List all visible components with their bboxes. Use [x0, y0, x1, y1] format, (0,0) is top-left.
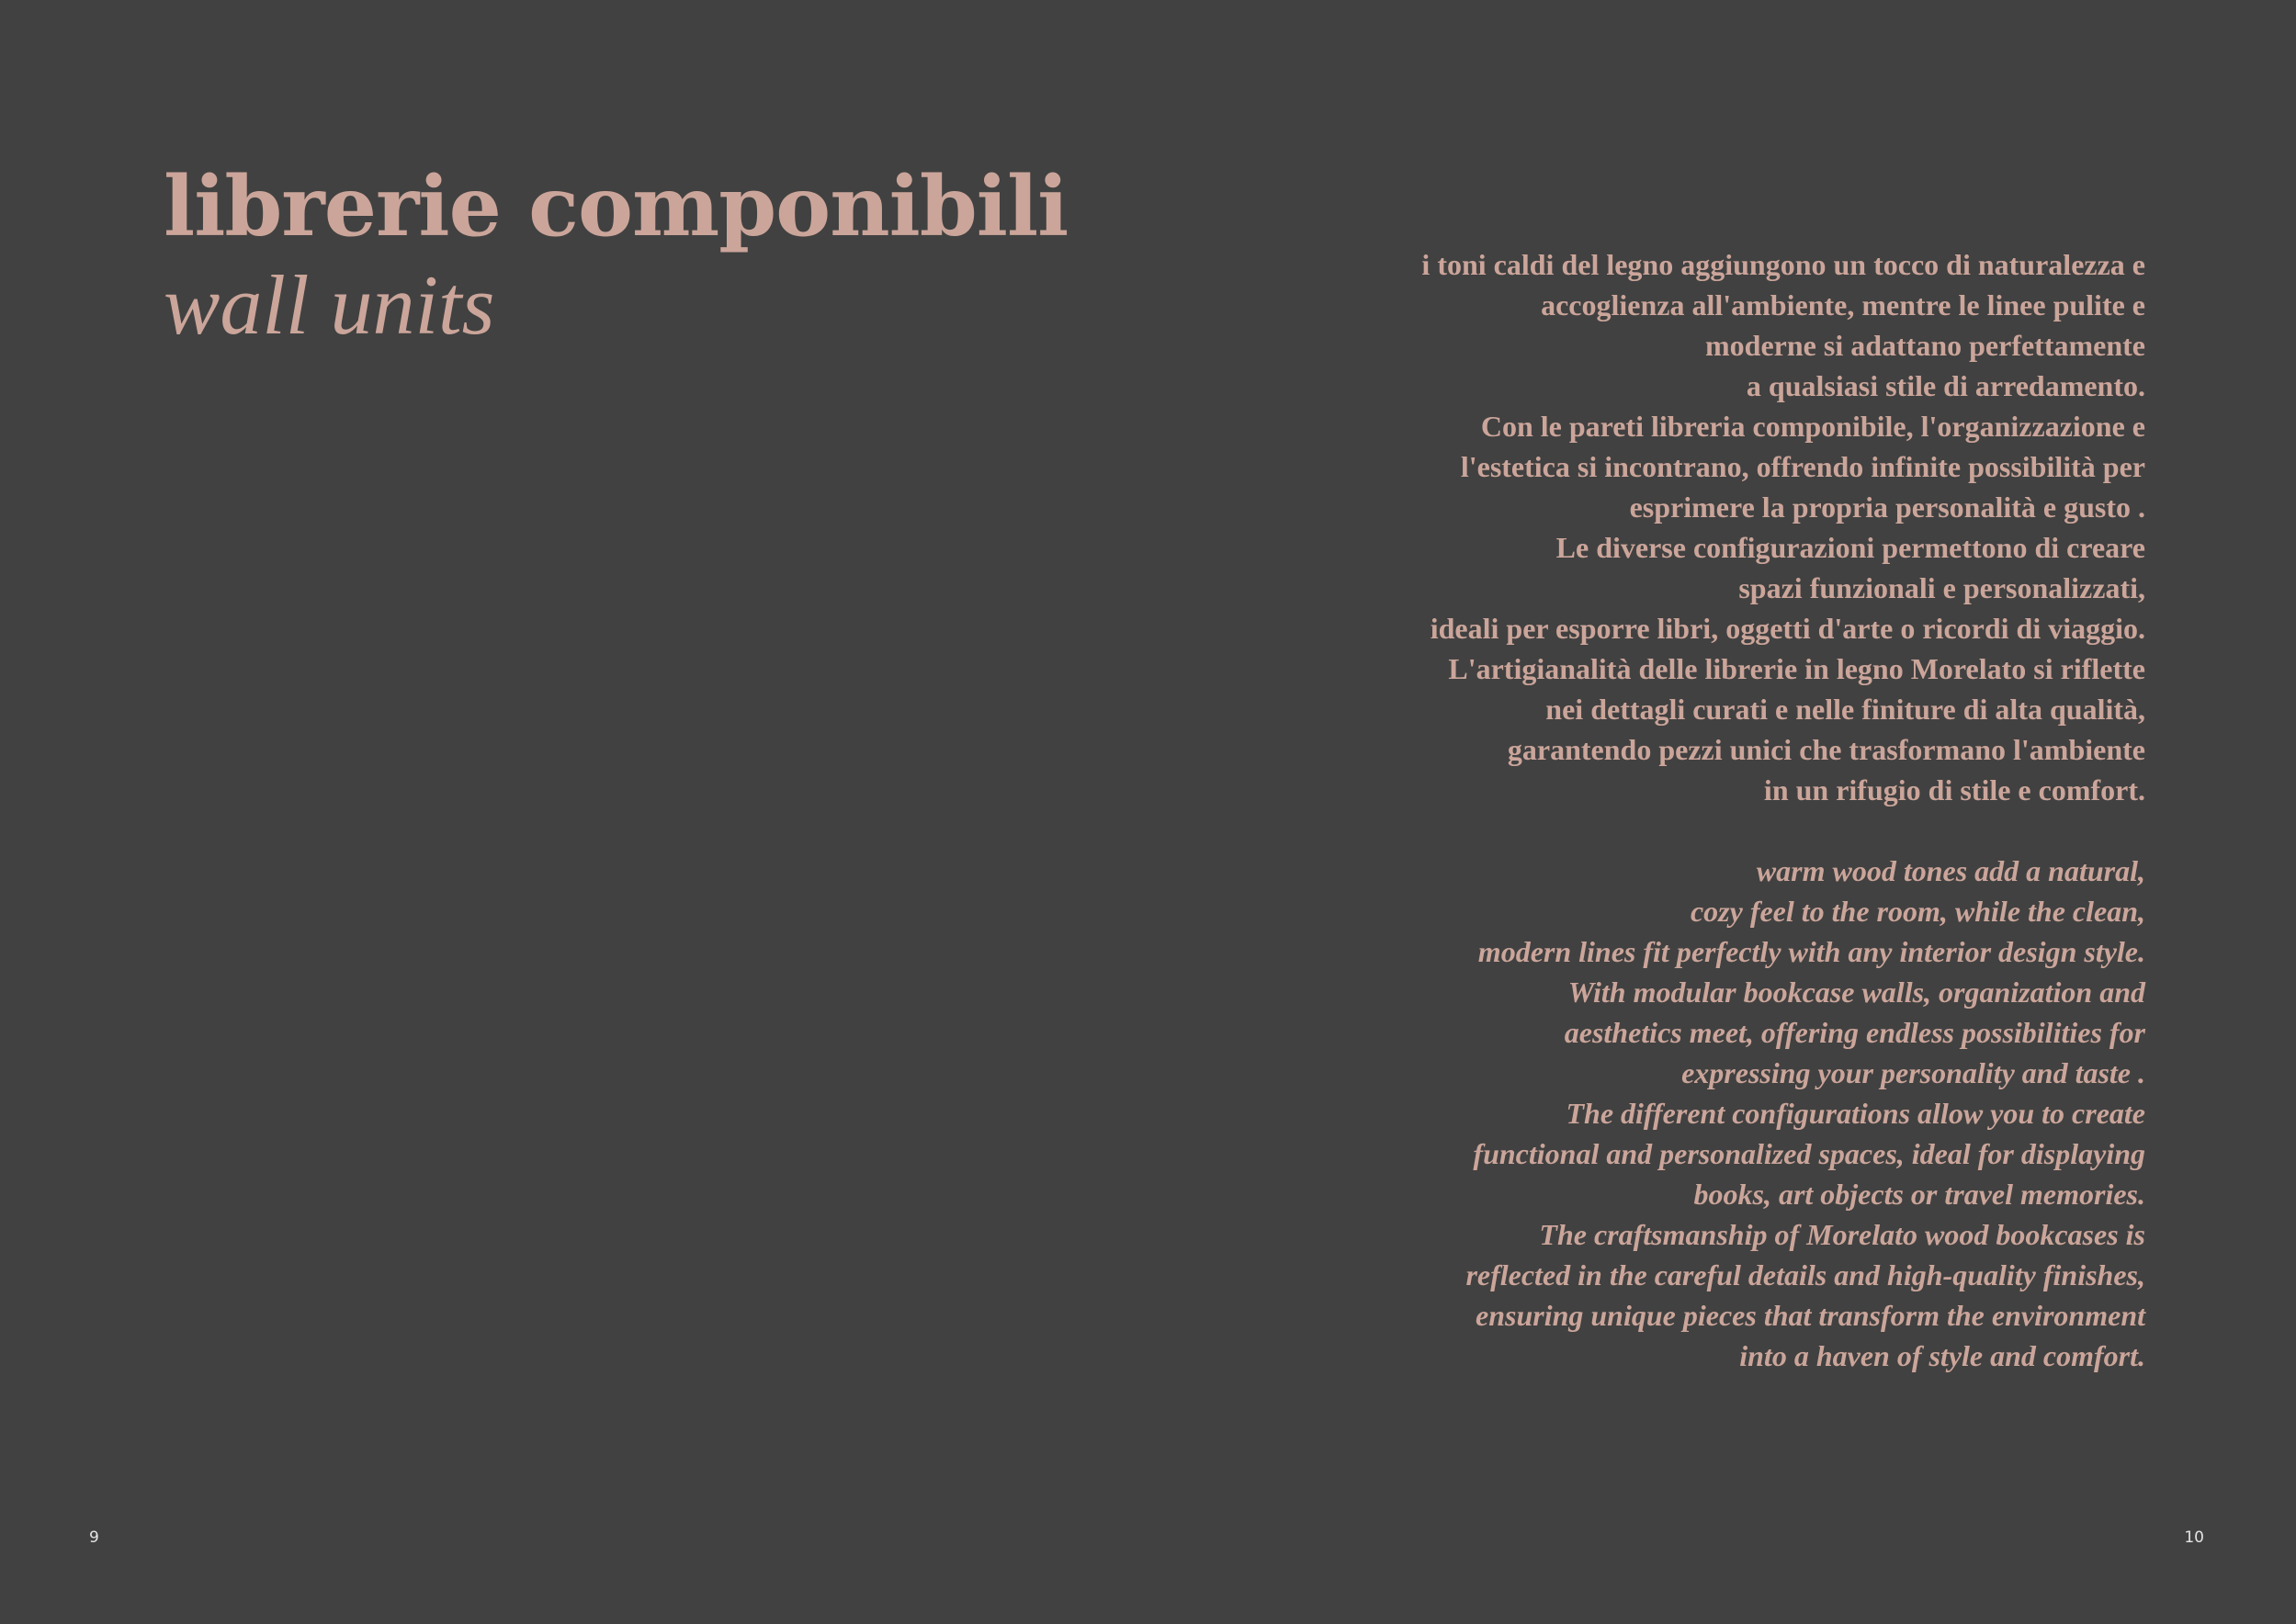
- page-title: [164, 156, 1068, 353]
- text-line: books, art objects or travel memories.: [1693, 1178, 2145, 1211]
- text-line: The craftsmanship of Morelato wood bookcases is: [1539, 1218, 2145, 1251]
- text-line: reflected in the careful details and high-quality finishes,: [1465, 1258, 2145, 1291]
- text-line: cozy feel to the room, while the clean,: [1690, 895, 2145, 928]
- text-line: spazi funzionali e personalizzati,: [1738, 571, 2145, 604]
- text-line: With modular bookcase walls, organization and: [1567, 976, 2145, 1009]
- text-line: ensuring unique pieces that transform the environment: [1475, 1299, 2145, 1332]
- title-english: wall units: [164, 258, 495, 352]
- text-line: modern lines fit perfectly with any interior design style.: [1477, 935, 2145, 968]
- text-line: expressing your personality and taste .: [1681, 1056, 2145, 1089]
- page-number-left: 9: [89, 1528, 99, 1547]
- text-line: Con le pareti libreria componibile, l'organizzazione e: [1480, 410, 2145, 443]
- text-line: esprimere la propria personalità e gusto .: [1629, 491, 2145, 524]
- text-line: accoglienza all'ambiente, mentre le linee pulite e: [1541, 288, 2145, 321]
- paragraph-spacer: [1227, 810, 2145, 851]
- title-italian: librerie componibili: [164, 158, 1069, 255]
- text-line: The different configurations allow you to create: [1566, 1097, 2145, 1130]
- text-line: l'estetica si incontrano, offrendo infinite possibilità per: [1460, 450, 2145, 483]
- text-line: L'artigianalità delle librerie in legno Morelato si riflette: [1448, 652, 2145, 685]
- text-line: i toni caldi del legno aggiungono un tocco di naturalezza e: [1421, 248, 2145, 281]
- text-line: aesthetics meet, offering endless possibilities for: [1564, 1016, 2145, 1049]
- text-line: ideali per esporre libri, oggetti d'arte o ricordi di viaggio.: [1430, 612, 2145, 645]
- text-line: nei dettagli curati e nelle finiture di alta qualità,: [1545, 693, 2145, 726]
- text-line: into a haven of style and comfort.: [1739, 1339, 2145, 1372]
- text-line: a qualsiasi stile di arredamento.: [1746, 369, 2145, 402]
- text-line: garantendo pezzi unici che trasformano l'ambiente: [1507, 733, 2145, 766]
- text-line: in un rifugio di stile e comfort.: [1763, 773, 2145, 806]
- description-italian: [1227, 244, 2145, 810]
- page-number-right: 10: [2184, 1528, 2204, 1547]
- description-text: [1227, 244, 2145, 1376]
- text-line: Le diverse configurazioni permettono di creare: [1555, 531, 2145, 564]
- text-line: functional and personalized spaces, ideal for displaying: [1473, 1137, 2145, 1170]
- text-line: warm wood tones add a natural,: [1756, 854, 2145, 887]
- description-english: [1227, 851, 2145, 1376]
- text-line: moderne si adattano perfettamente: [1705, 329, 2145, 362]
